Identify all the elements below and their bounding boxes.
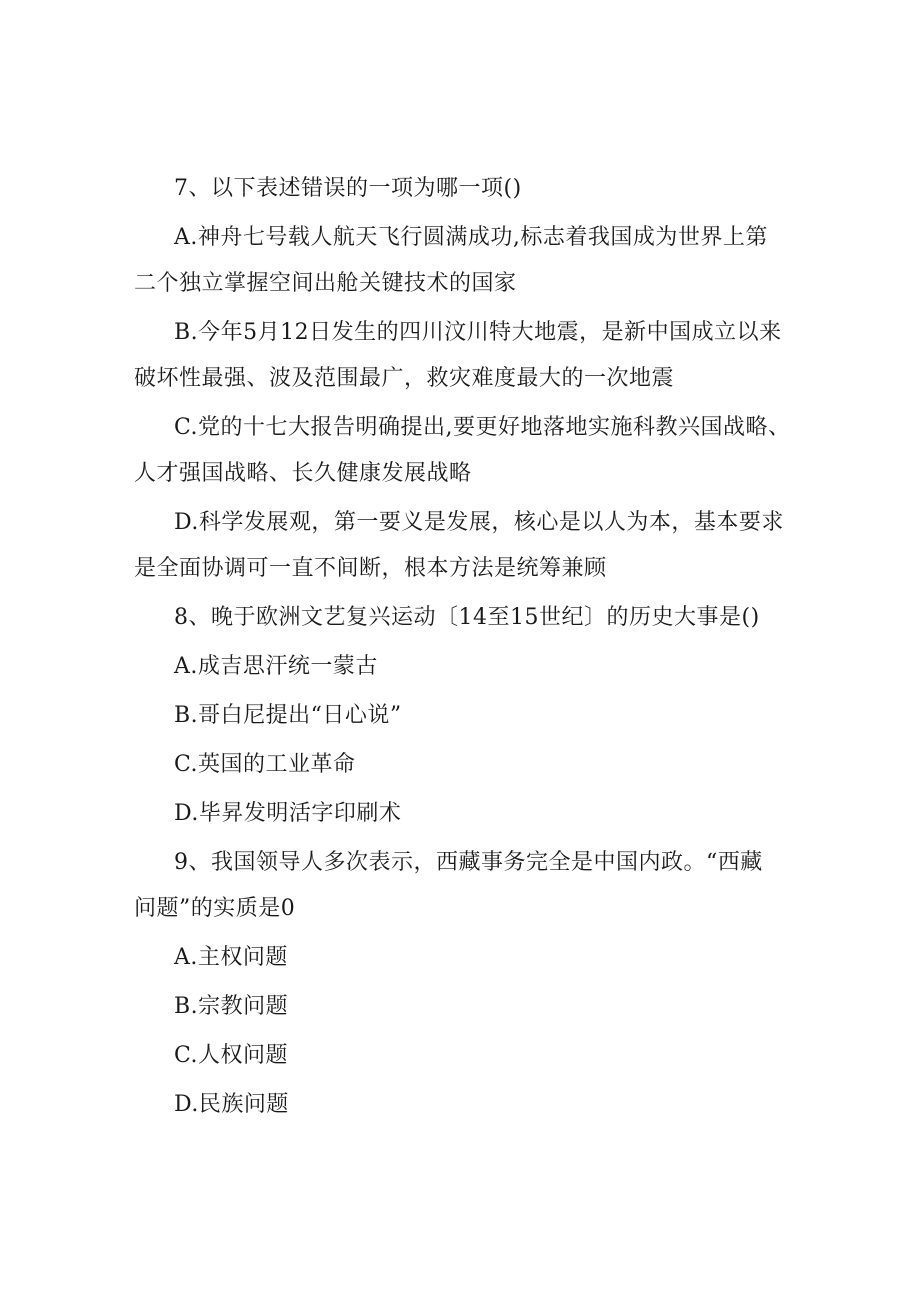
option-d: D.毕昇发明活字印刷术 xyxy=(174,801,402,826)
option-b xyxy=(134,310,806,402)
option-b: B.哥白尼提出“日心说” xyxy=(174,703,402,728)
question-8 xyxy=(134,595,806,837)
option-text-continued: 二个独立掌握空间出舱关键技术的国家 xyxy=(134,271,517,296)
option-a: A.成吉思汗统一蒙古 xyxy=(174,654,378,679)
question-stem: 9、我国领导人多次表示，西藏事务完全是中国内政。“西藏 xyxy=(174,850,763,875)
question-7 xyxy=(134,166,806,592)
question-stem: 7、以下表述错误的一项为哪一项() xyxy=(174,176,522,201)
question-9 xyxy=(134,840,806,1128)
question-stem: 8、晚于欧洲文艺复兴运动〔14至15世纪〕的历史大事是() xyxy=(174,605,760,630)
option-text: B.今年5月12日发生的四川汶川特大地震，是新中国成立以来 xyxy=(174,320,782,345)
option-d: D.民族问题 xyxy=(174,1092,289,1117)
option-c: C.英国的工业革命 xyxy=(174,752,356,777)
option-text: C.党的十七大报告明确提出,要更好地落地实施科教兴国战略、 xyxy=(174,415,791,440)
question-stem-continued: 问题”的实质是0 xyxy=(134,896,296,921)
option-text-continued: 人才强国战略、长久健康发展战略 xyxy=(134,461,472,486)
option-text-continued: 是全面协调可一直不间断，根本方法是统筹兼顾 xyxy=(134,556,607,581)
option-text: D.科学发展观，第一要义是发展，核心是以人为本，基本要求 xyxy=(174,510,784,535)
option-b: B.宗教问题 xyxy=(174,994,289,1019)
option-text: A.神舟七号载人航天飞行圆满成功,标志着我国成为世界上第 xyxy=(174,225,768,250)
option-c xyxy=(134,405,806,497)
option-c: C.人权问题 xyxy=(174,1043,289,1068)
option-a xyxy=(134,215,806,307)
question-list xyxy=(134,166,806,1128)
option-text-continued: 破坏性最强、波及范围最广，救灾难度最大的一次地震 xyxy=(134,366,675,391)
option-d xyxy=(134,500,806,592)
option-a: A.主权问题 xyxy=(174,945,288,970)
